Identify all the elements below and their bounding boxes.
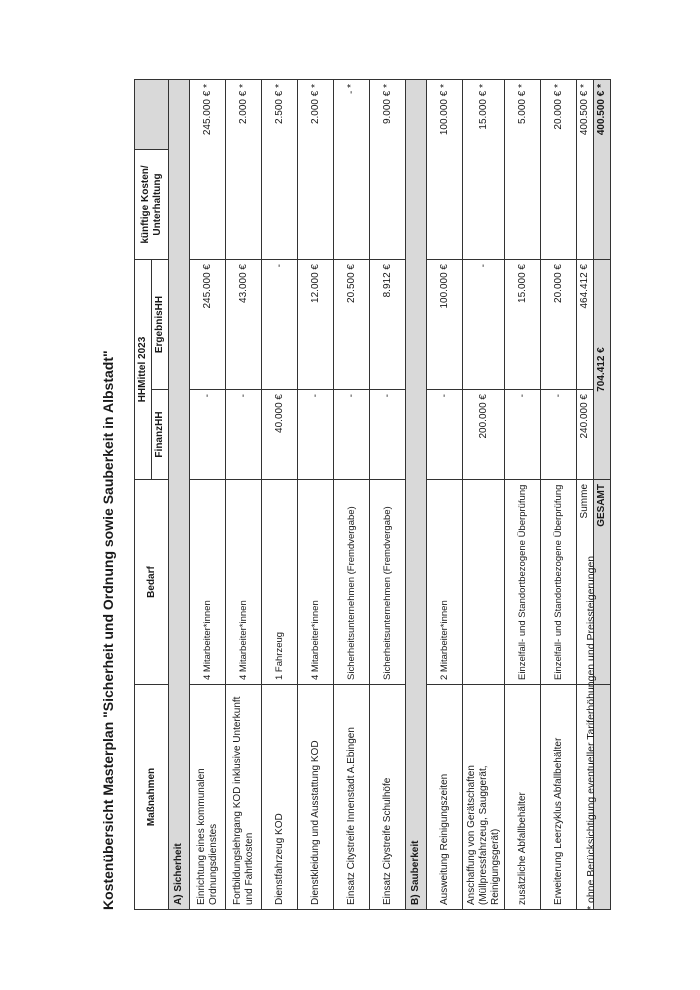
summe-ergebnis: 464.412 € [577,260,594,390]
ergebnis-cell: - [262,260,298,390]
kuenftig-cell: 2.000 € * [298,80,334,260]
finanz-cell: - [541,390,577,480]
ergebnis-cell: 43.000 € [226,260,262,390]
header-hhmittel: HHMittel 2023 [135,260,152,480]
bedarf-cell: 2 Mitarbeiter*innen [427,480,463,685]
cost-table [134,79,611,910]
table-row [463,80,505,910]
finanz-cell: 200.000 € [463,390,505,480]
ergebnis-cell: 20.000 € [541,260,577,390]
section-label: A) Sicherheit [169,80,190,910]
table-row [505,80,541,910]
bedarf-cell: Sicherheitsunternehmen (Fremdvergabe) [370,480,406,685]
finanz-cell: - [334,390,370,480]
kuenftig-cell: 5.000 € * [505,80,541,260]
massnahme-cell: Einrichtung eines kommunalen Ordnungsdienstes [190,685,226,910]
table-row [334,80,370,910]
massnahme-cell: Fortbildungslehrgang KOD inklusive Unterkunft und Fahrtkosten [226,685,262,910]
summe-kuenftig: 400.500 € * [577,80,594,260]
ergebnis-cell: 245.000 € [190,260,226,390]
table-row [370,80,406,910]
header-massnahmen: Maßnahmen [135,685,169,910]
section-row [169,80,190,910]
table-row [190,80,226,910]
kuenftig-cell: 20.000 € * [541,80,577,260]
table-row [541,80,577,910]
gesamt-label: GESAMT [594,480,611,685]
bedarf-cell: 4 Mitarbeiter*innen [298,480,334,685]
section-label: B) Sauberkeit [406,80,427,910]
header-bedarf: Bedarf [135,480,169,685]
massnahme-cell: Ausweitung Reinigungszeiten [427,685,463,910]
bedarf-cell: Einzelfall- und Standortbezogene Überprüfung [505,480,541,685]
summe-label: Summe [577,480,594,685]
finanz-cell: 40.000 € [262,390,298,480]
finanz-cell: - [370,390,406,480]
bedarf-cell [463,480,505,685]
document-title: Kostenübersicht Masterplan "Sicherheit und Ordnung sowie Sauberkeit in Albstadt" [100,350,116,910]
kuenftig-cell: 15.000 € * [463,80,505,260]
kuenftig-cell: 245.000 € * [190,80,226,260]
ergebnis-cell: 15.000 € [505,260,541,390]
ergebnis-cell: 20.500 € [334,260,370,390]
table-row [427,80,463,910]
massnahme-cell: Einsatz Citystreife Innenstadt A.Ebingen [334,685,370,910]
finanz-cell: - [298,390,334,480]
ergebnis-cell: 100.000 € [427,260,463,390]
kuenftig-cell: 2.500 € * [262,80,298,260]
bedarf-cell: 4 Mitarbeiter*innen [190,480,226,685]
finanz-cell: - [505,390,541,480]
ergebnis-cell: 8.912 € [370,260,406,390]
finanz-cell: - [190,390,226,480]
bedarf-cell: 4 Mitarbeiter*innen [226,480,262,685]
header-kuenftig: künftige Kosten/ Unterhaltung [135,150,169,260]
massnahme-cell: Erweiterung Leerzyklus Abfallbehälter [541,685,577,910]
kuenftig-cell: 9.000 € * [370,80,406,260]
finanz-cell: - [226,390,262,480]
header-finanzhh: FinanzHH [152,390,169,480]
kuenftig-cell: - * [334,80,370,260]
massnahme-cell: Dienstfahrzeug KOD [262,685,298,910]
massnahme-cell: zusätzliche Abfallbehälter [505,685,541,910]
massnahme-cell: Anschaffung von Gerätschaften (Müllpressfahrzeug, Sauggerät, Reinigungsgerät) [463,685,505,910]
footnote: * ohne Berücksichtigung eventueller Tariferhöhungen und Preissteigerungen [585,555,597,910]
summe-finanz: 240.000 € [577,390,594,480]
ergebnis-cell: 12.000 € [298,260,334,390]
header-ergebnishh: ErgebnisHH [152,260,169,390]
bedarf-cell: 1 Fahrzeug [262,480,298,685]
section-row [406,80,427,910]
kuenftig-cell: 2.000 € * [226,80,262,260]
ergebnis-cell: - [463,260,505,390]
gesamt-kuenftig: 400.500 € * [594,80,611,260]
gesamt-hh: 704.412 € [594,260,611,480]
bedarf-cell: Einzelfall- und Standortbezogene Überprüfung [541,480,577,685]
header-shade [135,80,169,150]
bedarf-cell: Sicherheitsunternehmen (Fremdvergabe) [334,480,370,685]
massnahme-cell: Dienstkleidung und Ausstattung KOD [298,685,334,910]
massnahme-cell: Einsatz Citystreife Schulhöfe [370,685,406,910]
kuenftig-cell: 100.000 € * [427,80,463,260]
finanz-cell: - [427,390,463,480]
rotated-document [90,70,610,920]
table-row [226,80,262,910]
table-row [298,80,334,910]
table-row [262,80,298,910]
